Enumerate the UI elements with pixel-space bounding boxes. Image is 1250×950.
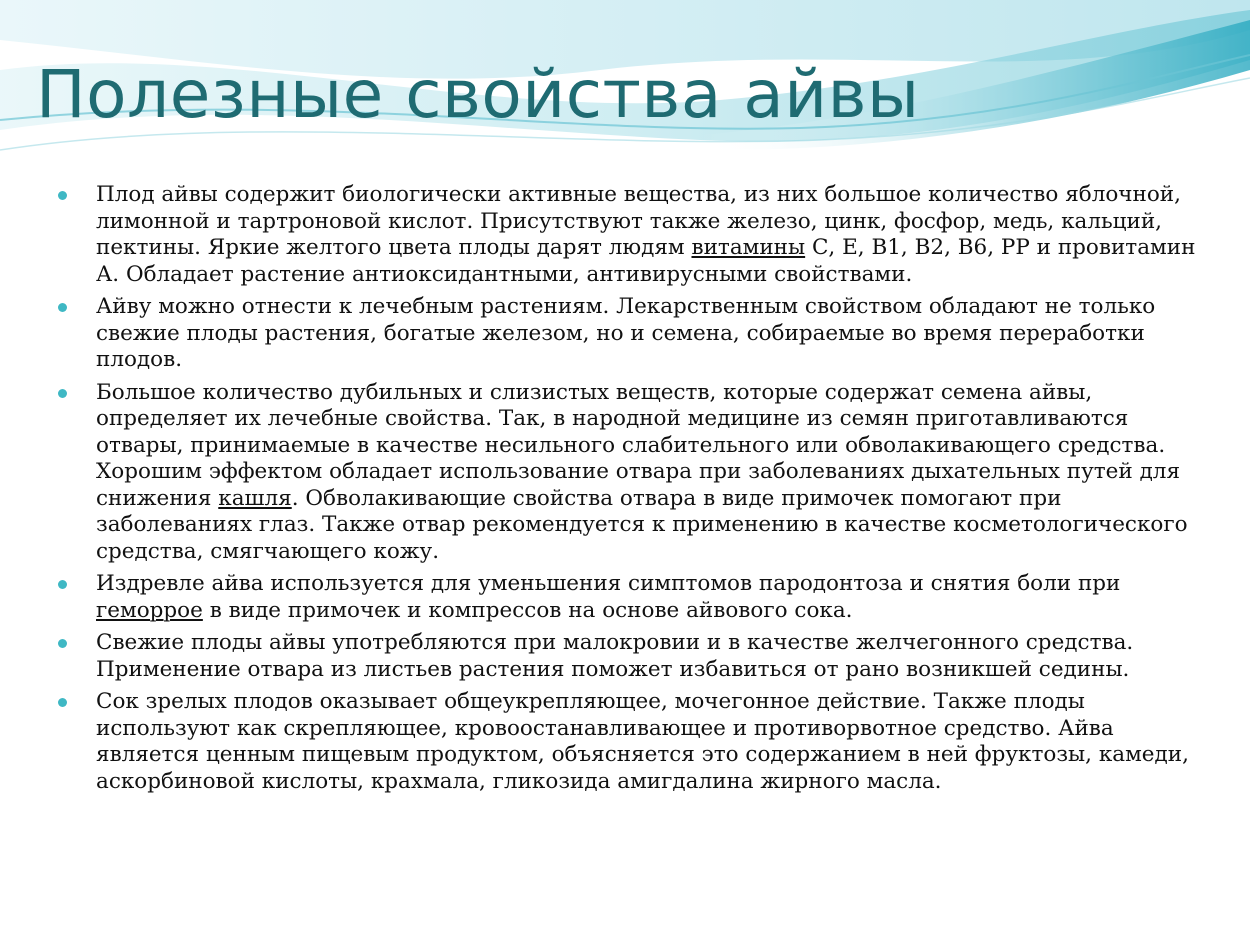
- bullet-item: [44, 182, 1204, 288]
- bullet-dot-icon: [58, 389, 67, 398]
- bullet-text: в виде примочек и компрессов на основе айвового сока.: [202, 597, 853, 623]
- bullet-dot-icon: [58, 639, 67, 648]
- bullet-text: Плод айвы содержит биологически активные вещества, из них большое количество яблочной, лимонной и тартроновой кислот. Присутствуют также железо, цинк, фосфор, медь, кальций, пектины. Яркие желтого цвета плоды дарят людям: [96, 182, 1181, 260]
- bullet-item: [44, 689, 1204, 795]
- slide-title: Полезные свойства айвы: [36, 56, 920, 133]
- bullet-text: Свежие плоды айвы употребляются при малокровии и в качестве желчегонного средства. Применение отвара из листьев растения поможет избавиться от рано возникшей седины.: [96, 630, 1134, 682]
- bullet-dot-icon: [58, 191, 67, 200]
- link-vitamins[interactable]: витамины: [691, 235, 806, 260]
- bullet-item: [44, 630, 1204, 683]
- bullet-text: С, Е, В1, В2, В6, РР и провитамин А. Обладает растение антиоксидантными, антивирусными свойствами.: [96, 235, 1196, 287]
- bullet-text: Большое количество дубильных и слизистых веществ, которые содержат семена айвы, определяет их лечебные свойства. Так, в народной медицине из семян приготавливаются отвары, принимаемые в качестве несильного слабительного или обволакивающего средства. Хорошим эффектом обладает использование отвара при заболеваниях дыхательных путей для снижения: [96, 379, 1181, 511]
- bullet-list: [44, 172, 1204, 795]
- bullet-text: Сок зрелых плодов оказывает общеукрепляющее, мочегонное действие. Также плоды используют как скрепляющее, кровоостанавливающее и противорвотное средство. Айва является ценным пищевым продуктом, объясняется это содержанием в ней фруктозы, камеди, аскорбиновой кислоты, крахмала, гликозида амигдалина жирного масла.: [96, 689, 1189, 794]
- link-hemorrhoids[interactable]: геморрое: [96, 597, 203, 623]
- bullet-item: [44, 380, 1204, 566]
- bullet-dot-icon: [58, 698, 67, 707]
- bullet-text: . Обволакивающие свойства отвара в виде примочек помогают при заболеваниях глаз. Также отвар рекомендуется к применению в качестве косметологического средства, смягчающего кожу.: [96, 485, 1188, 564]
- bullet-text: Айву можно отнести к лечебным растениям. Лекарственным свойством обладают не только свежие плоды растения, богатые железом, но и семена, собираемые во время переработки плодов.: [96, 294, 1156, 372]
- link-cough[interactable]: кашля: [218, 485, 292, 511]
- bullet-dot-icon: [58, 303, 67, 312]
- bullet-dot-icon: [58, 580, 67, 589]
- bullet-item: [44, 571, 1204, 624]
- content-area: [44, 172, 1204, 910]
- bullet-text: Издревле айва используется для уменьшения симптомов пародонтоза и снятия боли при: [96, 571, 1121, 596]
- bullet-item: [44, 294, 1204, 374]
